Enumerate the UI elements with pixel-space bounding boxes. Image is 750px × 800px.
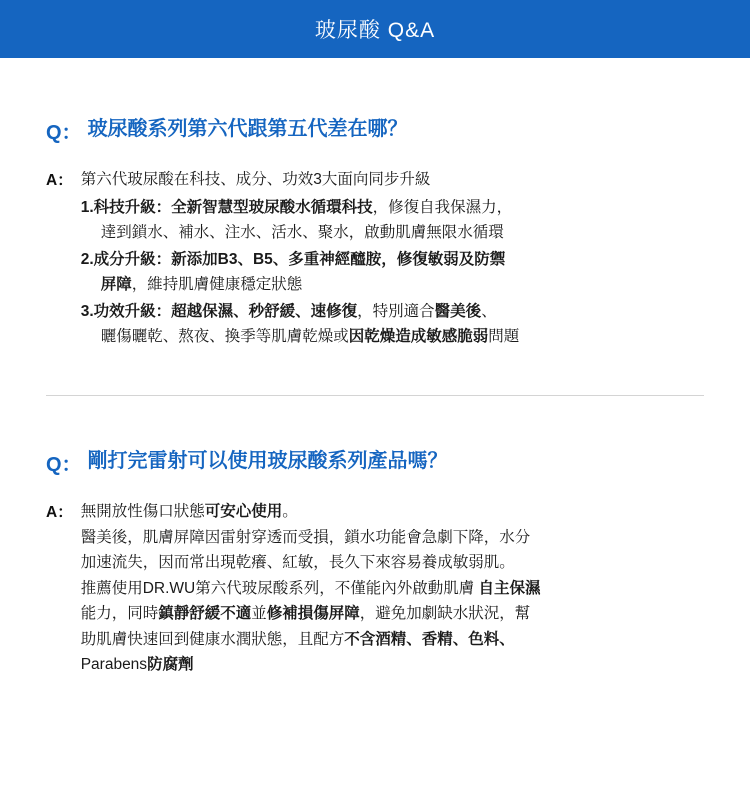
qa-section-1 [0, 58, 750, 396]
bullet-line-2: 達到鎖水、補水、注水、活水、聚水，啟動肌膚無限水循環 [100, 224, 504, 242]
text-run: ，避免加劇缺水狀況，幫 [359, 605, 531, 623]
text-emphasis: 防腐劑 [147, 656, 194, 674]
text-emphasis: 自主保濕 [478, 579, 541, 597]
answer-1 [46, 167, 704, 351]
text-run: 推薦使用DR.WU第六代玻尿酸系列，不僅能內外啟動肌膚 [80, 579, 479, 597]
text-run: 加速流失，因而常出現乾癢、紅敏，長久下來容易養成敏弱肌。 [80, 554, 515, 572]
answer-marker: A： [46, 172, 73, 189]
list-item [81, 299, 704, 350]
bullet-bold-1: 全新智慧型玻尿酸水循環科技 [171, 198, 373, 216]
qa-section-2 [0, 396, 750, 678]
text-run: 無開放性傷口狀態 [80, 502, 205, 520]
bullet-number: 2.成分升級： [80, 250, 172, 268]
upgrade-list [81, 195, 704, 350]
answer-paragraph [81, 601, 704, 627]
answer-paragraph [81, 499, 704, 525]
bullet-bold-1b: 醫美後 [434, 302, 482, 320]
bullet-bold-2: 屏障 [100, 276, 132, 294]
text-emphasis: 可安心使用 [204, 502, 283, 520]
text-run: Parabens [80, 656, 148, 674]
bullet-tail-1: 、 [481, 302, 497, 320]
bullet-number: 1.科技升級： [80, 198, 172, 216]
bullet-line-2b: 問題 [488, 328, 520, 346]
answer-body [81, 167, 704, 351]
bullet-bold-1: 超越保濕、秒舒緩、速修復 [171, 302, 358, 320]
bullet-line-2-bold: 因乾燥造成敏感脆弱 [348, 328, 489, 346]
answer-body [81, 499, 704, 678]
bullet-bold-1: 新添加B3、B5、多重神經醯胺，修復敏弱及防禦 [171, 250, 506, 268]
text-run: 助肌膚快速回到健康水潤狀態，且配方 [80, 630, 345, 648]
answer-paragraph [81, 652, 704, 678]
answer-marker: A： [46, 503, 73, 521]
text-run: 並 [251, 605, 267, 623]
list-item [81, 247, 704, 298]
question-marker: Q： [46, 453, 82, 476]
question-text: 玻尿酸系列第六代跟第五代差在哪？ [87, 118, 408, 140]
answer-paragraph [81, 627, 704, 653]
question-text: 剛打完雷射可以使用玻尿酸系列產品嗎？ [87, 449, 448, 472]
bullet-line-2: ，維持肌膚健康穩定狀態 [131, 276, 303, 294]
text-emphasis: 鎮靜舒緩不適 [158, 605, 252, 623]
answer-paragraph [81, 525, 704, 551]
answer-paragraph [81, 550, 704, 576]
text-run: 醫美後，肌膚屏障因雷射穿透而受損，鎖水功能會急劇下降，水分 [80, 528, 531, 546]
question-marker: Q： [46, 122, 82, 144]
answer-2 [46, 499, 704, 678]
page-header [0, 0, 750, 58]
bullet-number: 3.功效升級： [80, 302, 172, 320]
bullet-line-2a: 曬傷曬乾、熬夜、換季等肌膚乾燥或 [100, 328, 349, 346]
text-run: 能力，同時 [80, 605, 159, 623]
text-run: 。 [282, 502, 298, 520]
question-2 [46, 448, 704, 477]
answer-intro: 第六代玻尿酸在科技、成分、功效3大面向同步升級 [80, 171, 431, 188]
text-emphasis: 修補損傷屏障 [266, 605, 360, 623]
answer-paragraph [81, 576, 704, 602]
question-1 [46, 116, 704, 145]
page-title: 玻尿酸 Q&A [314, 19, 436, 42]
bullet-rest-1: ，特別適合 [357, 302, 435, 320]
list-item [81, 195, 704, 246]
bullet-rest-1: ，修復自我保濕力， [372, 198, 513, 216]
text-emphasis: 不含酒精、香精、色料、 [344, 630, 515, 648]
